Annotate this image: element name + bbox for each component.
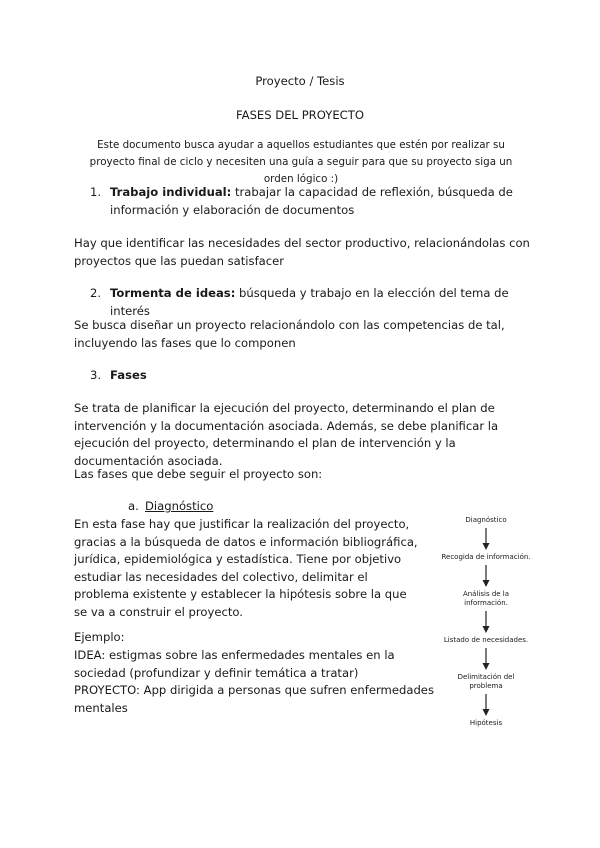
subsection-letter: a. bbox=[128, 499, 139, 513]
section-2-text: búsqueda y trabajo en la elección del tema de interés bbox=[110, 286, 509, 318]
section-3-paragraph-2: Las fases que debe seguir el proyecto son: bbox=[74, 467, 323, 481]
example-project: PROYECTO: App dirigida a personas que sufren enfermedades mentales bbox=[74, 683, 434, 715]
intro-text: Este documento busca ayudar a aquellos estudiantes que estén por realizar su proyecto final de ciclo y necesiten una guía a seguir para que su proyecto siga un orden lógico :) bbox=[89, 139, 513, 185]
flow-step-hipotesis: Hipótesis bbox=[469, 719, 503, 727]
flow-step-diagnostico: Diagnóstico bbox=[465, 516, 507, 524]
flowchart bbox=[440, 516, 532, 728]
flow-arrow-down-icon bbox=[440, 691, 532, 719]
section-1-text: trabajar la capacidad de reflexión, búsqueda de información y elaboración de documentos bbox=[110, 185, 513, 217]
section-1-number: 1. bbox=[90, 185, 102, 199]
section-2-number: 2. bbox=[90, 286, 102, 300]
section-3-item bbox=[90, 366, 530, 384]
subsection-title: Diagnóstico bbox=[145, 499, 214, 513]
section-3-title: Fases bbox=[110, 368, 147, 382]
flow-step-analisis: Análisis de la información. bbox=[462, 590, 510, 607]
section-2-title: Tormenta de ideas: bbox=[110, 286, 236, 300]
flow-arrow-down-icon bbox=[440, 562, 532, 590]
flow-arrow-down-icon bbox=[440, 608, 532, 636]
section-1-item bbox=[90, 183, 530, 219]
section-2-paragraph: Se busca diseñar un proyecto relacionándolo con las competencias de tal, incluyendo las fases que lo componen bbox=[74, 318, 505, 350]
subsection-text: En esta fase hay que justificar la realización del proyecto, gracias a la búsqueda de datos e información bibliográfica, jurídica, epidemiológica y estadística. Tiene por objetivo estudiar las necesidades del colectivo, delimitar el problema existente y establecer la hipótesis sobre la que se va a construir el proyecto. bbox=[74, 517, 418, 619]
flow-step-delimitacion: Delimitación del problema bbox=[457, 673, 515, 690]
flow-arrow-down-icon bbox=[440, 525, 532, 553]
section-2-item bbox=[90, 284, 530, 320]
page-title: Proyecto / Tesis bbox=[255, 74, 345, 88]
example-label: Ejemplo: bbox=[74, 630, 125, 644]
flow-step-recogida: Recogida de información. bbox=[441, 553, 531, 561]
section-3-number: 3. bbox=[90, 368, 102, 382]
flow-arrow-down-icon bbox=[440, 645, 532, 673]
section-1-title: Trabajo individual: bbox=[110, 185, 232, 199]
section-1-paragraph: Hay que identificar las necesidades del sector productivo, relacionándolas con proyectos que las puedan satisfacer bbox=[74, 236, 530, 268]
section-3-paragraph: Se trata de planificar la ejecución del proyecto, determinando el plan de intervención y la documentación asociada. Además, se debe planificar la ejecución del proyecto, determinando el plan de intervención y la documentación asociada. bbox=[74, 401, 499, 468]
example-idea: IDEA: estigmas sobre las enfermedades mentales en la sociedad (profundizar y definir temática a tratar) bbox=[74, 648, 395, 680]
flow-step-listado: Listado de necesidades. bbox=[443, 636, 529, 644]
page-subtitle: FASES DEL PROYECTO bbox=[236, 108, 364, 122]
